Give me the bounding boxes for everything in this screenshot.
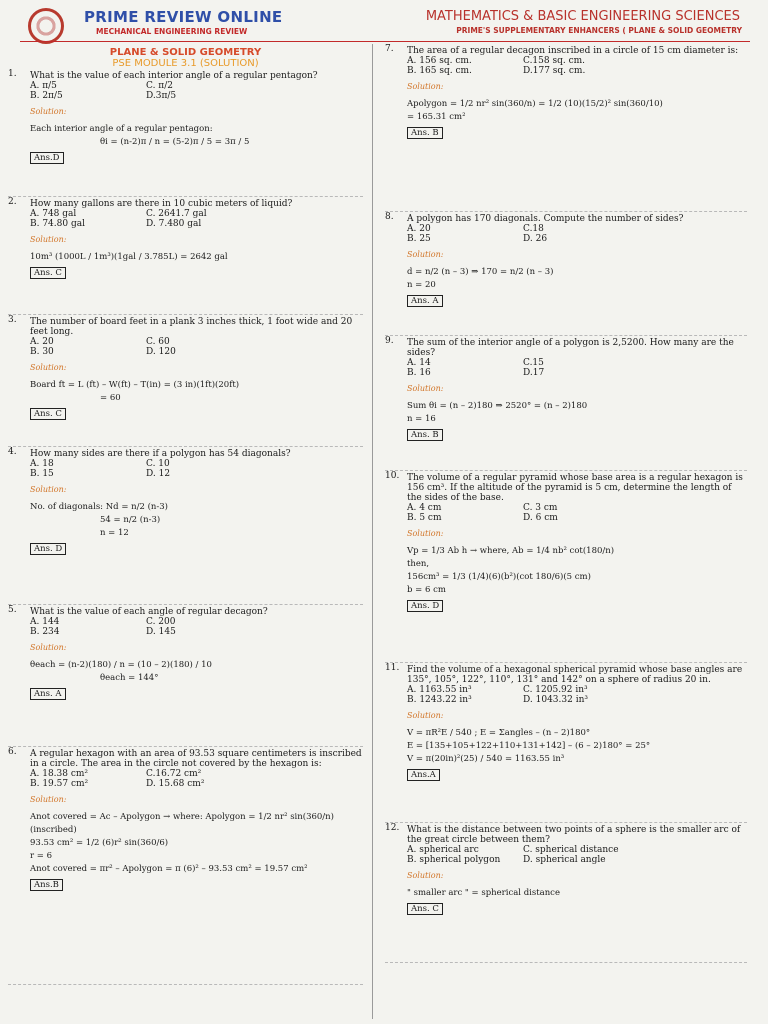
- option-choice: B. 2π/5: [30, 91, 63, 101]
- question-block: [8, 69, 363, 197]
- answer-options: [30, 769, 363, 789]
- question-block: [8, 447, 363, 605]
- option-choice: C. spherical distance: [523, 845, 619, 855]
- option-choice: A. 18: [30, 459, 54, 469]
- solution-line: 93.53 cm² = 1/2 (6)r² sin(360/6): [30, 838, 169, 848]
- option-choice: B. 25: [407, 234, 431, 244]
- question-text: The volume of a regular pyramid whose base area is a regular hexagon is 156 cm³. If the altitude of the pyramid is 5 cm, determine the length of the sides of the base.: [407, 473, 743, 503]
- option-choice: A. 18.38 cm²: [30, 769, 89, 779]
- question-number: 3.: [8, 315, 17, 325]
- option-choice: C.158 sq. cm.: [523, 56, 586, 66]
- left-column: [8, 44, 363, 985]
- solution-work: [407, 545, 747, 597]
- question-text: The sum of the interior angle of a polygon is 2,5200. How many are the sides?: [407, 338, 734, 358]
- subject-title: MATHEMATICS & BASIC ENGINEERING SCIENCES: [425, 9, 740, 24]
- solution-label: Solution:: [407, 871, 444, 880]
- solution-line: 10m³ (1000L / 1m³)(1gal / 3.785L) = 2642 gal: [30, 252, 228, 262]
- brand-subtitle: MECHANICAL ENGINEERING REVIEW: [96, 27, 248, 36]
- module-title: PLANE & SOLID GEOMETRY: [109, 47, 262, 58]
- option-choice: A. 14: [407, 358, 431, 368]
- question-block: [8, 197, 363, 315]
- option-choice: B. 19.57 cm²: [30, 779, 89, 789]
- answer-box: Ans. C: [407, 903, 443, 915]
- answer-options: [30, 617, 363, 637]
- answer-box: Ans. D: [407, 600, 443, 612]
- question-block: [385, 336, 747, 471]
- option-choice: B. 30: [30, 347, 54, 357]
- answer-box: Ans. A: [30, 688, 66, 700]
- option-choice: A. 156 sq. cm.: [407, 56, 472, 66]
- answer-options: [407, 358, 747, 378]
- solution-line: θeach = (n-2)(180) / n = (10 – 2)(180) / 10: [30, 660, 212, 670]
- answer-box: Ans.D: [30, 152, 64, 164]
- solution-work: [407, 400, 747, 426]
- answer-box: Ans. A: [407, 295, 443, 307]
- option-choice: B. 5 cm: [407, 513, 442, 523]
- option-choice: D.3π/5: [146, 91, 177, 101]
- answer-box: Ans. C: [30, 408, 66, 420]
- question-text: A polygon has 170 diagonals. Compute the number of sides?: [407, 214, 684, 224]
- option-choice: B. 15: [30, 469, 54, 479]
- option-choice: D. 7.480 gal: [146, 219, 202, 229]
- option-choice: D. 15.68 cm²: [146, 779, 205, 789]
- option-choice: D. 12: [146, 469, 171, 479]
- question-text: Find the volume of a hexagonal spherical pyramid whose base angles are 135°, 105°, 122°, 110°, 131° and 142° on a sphere of radius 20 in.: [407, 665, 743, 685]
- answer-options: [407, 224, 747, 244]
- solution-line: 54 = n/2 (n-3): [100, 515, 161, 525]
- option-choice: C.18: [523, 224, 544, 234]
- question-block: [385, 823, 747, 963]
- question-block: [8, 747, 363, 985]
- question-block: [8, 605, 363, 747]
- solution-label: Solution:: [30, 795, 67, 804]
- solution-label: Solution:: [407, 711, 444, 720]
- option-choice: A. 748 gal: [30, 209, 77, 219]
- solution-line: Sum θi = (n – 2)180 ⇒ 2520° = (n – 2)180: [407, 401, 588, 411]
- solution-line: E = [135+105+122+110+131+142] – (6 – 2)180° = 25°: [407, 741, 651, 751]
- answer-box: Ans. B: [407, 429, 443, 441]
- solution-work: [30, 379, 363, 405]
- solution-line: n = 16: [407, 414, 436, 424]
- answer-box: Ans. D: [30, 543, 66, 555]
- option-choice: D.17: [523, 368, 545, 378]
- solution-line: then,: [407, 559, 430, 569]
- question-text: How many gallons are there in 10 cubic meters of liquid?: [30, 199, 293, 209]
- option-choice: A. 4 cm: [407, 503, 442, 513]
- answer-options: [30, 81, 363, 101]
- page-header: [0, 0, 768, 48]
- solution-line: " smaller arc " = spherical distance: [407, 888, 560, 898]
- solution-label: Solution:: [30, 107, 67, 116]
- solution-line: = 60: [100, 393, 121, 403]
- question-number: 7.: [385, 44, 394, 54]
- solution-line: Vp = 1/3 Ab h → where, Ab = 1/4 nb² cot(180/n): [407, 546, 615, 556]
- solution-work: [30, 123, 363, 149]
- option-choice: D. 120: [146, 347, 176, 357]
- option-choice: B. spherical polygon: [407, 855, 501, 865]
- option-choice: C.16.72 cm²: [146, 769, 202, 779]
- answer-box: Ans.A: [407, 769, 440, 781]
- option-choice: C. 10: [146, 459, 170, 469]
- answer-box: Ans. B: [407, 127, 443, 139]
- option-choice: B. 1243.22 in³: [407, 695, 472, 705]
- question-number: 2.: [8, 197, 17, 207]
- solution-label: Solution:: [30, 485, 67, 494]
- question-number: 9.: [385, 336, 394, 346]
- option-choice: A. π/5: [30, 81, 57, 91]
- option-choice: D.177 sq. cm.: [523, 66, 586, 76]
- solution-line: θi = (n-2)π / n = (5-2)π / 5 = 3π / 5: [100, 137, 250, 147]
- option-choice: C. 2641.7 gal: [146, 209, 207, 219]
- solution-label: Solution:: [30, 235, 67, 244]
- solution-line: r = 6: [30, 851, 52, 861]
- answer-box: Ans.B: [30, 879, 63, 891]
- solution-label: Solution:: [407, 384, 444, 393]
- brand-title: PRIME REVIEW ONLINE: [84, 8, 283, 26]
- question-text: The number of board feet in a plank 3 inches thick, 1 foot wide and 20 feet long.: [30, 317, 353, 337]
- question-text: A regular hexagon with an area of 93.53 square centimeters is inscribed in a circle. The area in the circle not covered by the hexagon is:: [30, 749, 362, 769]
- subject-subtitle: PRIME'S SUPPLEMENTARY ENHANCERS ( PLANE & SOLID GEOMETRY: [456, 26, 742, 35]
- solution-label: Solution:: [407, 250, 444, 259]
- solution-work: [407, 98, 747, 124]
- solution-line: n = 12: [100, 528, 129, 538]
- answer-options: [407, 685, 747, 705]
- question-text: What is the value of each angle of regular decagon?: [30, 607, 268, 617]
- column-divider: [372, 44, 373, 1019]
- option-choice: A. 20: [407, 224, 431, 234]
- option-choice: D. 145: [146, 627, 176, 637]
- solution-line: = 165.31 cm²: [407, 112, 466, 122]
- review-center-logo: [28, 8, 64, 44]
- option-choice: C. 60: [146, 337, 170, 347]
- question-text: The area of a regular decagon inscribed in a circle of 15 cm diameter is:: [407, 46, 739, 56]
- question-number: 1.: [8, 69, 17, 79]
- option-choice: A. 144: [30, 617, 60, 627]
- solution-line: 156cm³ = 1/3 (1/4)(6)(b²)(cot 180/6)(5 cm): [407, 572, 591, 582]
- solution-line: No. of diagonals: Nd = n/2 (n-3): [30, 502, 168, 512]
- answer-box: Ans. C: [30, 267, 66, 279]
- solution-line: Board ft = L (ft) – W(ft) – T(in) = (3 in)(1ft)(20ft): [30, 380, 240, 390]
- solution-line: Anot covered = πr² – Apolygon = π (6)² – 93.53 cm² = 19.57 cm²: [30, 864, 308, 874]
- question-number: 8.: [385, 212, 394, 222]
- question-block: [385, 663, 747, 823]
- option-choice: D. 6 cm: [523, 513, 558, 523]
- solution-line: V = π(20in)²(25) / 540 = 1163.55 in³: [407, 754, 565, 764]
- option-choice: C. π/2: [146, 81, 173, 91]
- right-column: [385, 44, 747, 963]
- option-choice: C.15: [523, 358, 544, 368]
- option-choice: A. spherical arc: [407, 845, 479, 855]
- option-choice: C. 200: [146, 617, 176, 627]
- header-rule: [20, 41, 750, 42]
- solution-work: [30, 659, 363, 685]
- solution-line: V = πR²E / 540 ; E = Σangles – (n – 2)180°: [407, 728, 591, 738]
- solution-line: θeach = 144°: [100, 673, 159, 683]
- option-choice: A. 20: [30, 337, 54, 347]
- solution-line: n = 20: [407, 280, 436, 290]
- solution-label: Solution:: [30, 363, 67, 372]
- question-number: 6.: [8, 747, 17, 757]
- question-text: What is the distance between two points of a sphere is the smaller arc of the great circle between them?: [407, 825, 741, 845]
- solution-work: [407, 266, 747, 292]
- solution-line: Each interior angle of a regular pentagon:: [30, 124, 213, 134]
- answer-options: [407, 56, 747, 76]
- solution-line: b = 6 cm: [407, 585, 446, 595]
- question-number: 11.: [385, 663, 400, 673]
- question-block: [385, 44, 747, 212]
- solution-work: [30, 501, 363, 540]
- solution-label: Solution:: [407, 529, 444, 538]
- question-text: What is the value of each interior angle of a regular pentagon?: [30, 71, 318, 81]
- question-block: [8, 315, 363, 447]
- solution-line: Anot covered = Ac – Apolygon → where: Apolygon = 1/2 nr² sin(360/n) (inscribed): [30, 812, 334, 835]
- answer-options: [30, 337, 363, 357]
- option-choice: C. 1205.92 in³: [523, 685, 588, 695]
- answer-options: [407, 845, 747, 865]
- question-number: 10.: [385, 471, 400, 481]
- solution-line: d = n/2 (n – 3) ⇒ 170 = n/2 (n – 3): [407, 267, 554, 277]
- answer-options: [30, 209, 363, 229]
- option-choice: B. 165 sq. cm.: [407, 66, 472, 76]
- question-number: 5.: [8, 605, 17, 615]
- answer-options: [30, 459, 363, 479]
- option-choice: A. 1163.55 in³: [407, 685, 472, 695]
- option-choice: B. 74.80 gal: [30, 219, 85, 229]
- solution-line: Apolygon = 1/2 nr² sin(360/n) = 1/2 (10)(15/2)² sin(360/10): [407, 99, 663, 109]
- option-choice: B. 16: [407, 368, 431, 378]
- solution-label: Solution:: [407, 82, 444, 91]
- solution-label: Solution:: [30, 643, 67, 652]
- option-choice: D. spherical angle: [523, 855, 606, 865]
- question-text: How many sides are there if a polygon has 54 diagonals?: [30, 449, 291, 459]
- solution-work: [30, 251, 363, 264]
- option-choice: C. 3 cm: [523, 503, 558, 513]
- question-block: [385, 212, 747, 336]
- solution-work: [30, 811, 363, 876]
- question-number: 12.: [385, 823, 400, 833]
- option-choice: B. 234: [30, 627, 60, 637]
- solution-work: [407, 887, 747, 900]
- answer-options: [407, 503, 747, 523]
- option-choice: D. 26: [523, 234, 548, 244]
- module-subtitle: PSE MODULE 3.1 (SOLUTION): [112, 58, 259, 69]
- option-choice: D. 1043.32 in³: [523, 695, 588, 705]
- question-block: [385, 471, 747, 663]
- question-number: 4.: [8, 447, 17, 457]
- solution-work: [407, 727, 747, 766]
